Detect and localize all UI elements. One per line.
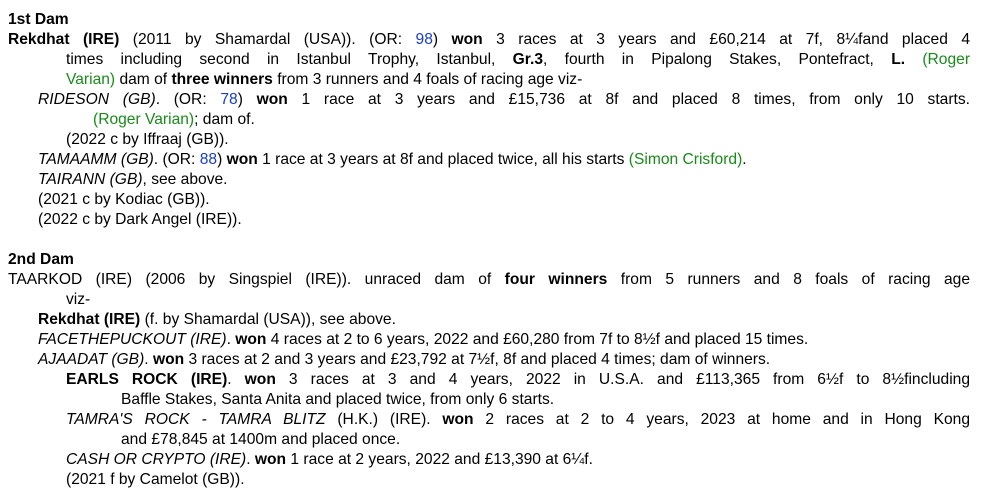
horse-name-rideson: RIDESON (GB)	[38, 91, 156, 108]
tamras-rock-line-2: and £78,845 at 1400m and placed once.	[121, 431, 401, 448]
horse-name-facethepuckout: FACETHEPUCKOUT (IRE)	[38, 331, 227, 348]
rekdhat-ref-line: Rekdhat (IRE) (f. by Shamardal (USA)), see above.	[38, 311, 396, 328]
ajaadat-line: AJAADAT (GB). won 3 races at 2 and 3 years and £23,792 at 7½f, 8f and placed 4 times; dam of winners.	[38, 351, 771, 368]
grade-label: Gr.3	[512, 51, 543, 68]
rekdhat-line-3: Varian) dam of three winners from 3 runners and 4 foals of racing age viz-	[66, 71, 583, 88]
earls-rock-line-2: Baffle Stakes, Santa Anita and placed twice, from only 6 starts.	[121, 391, 555, 408]
official-rating: 88	[199, 151, 218, 168]
foal-entry: (2021 c by Kodiac (GB)).	[38, 191, 210, 208]
horse-name-ajaadat: AJAADAT (GB)	[38, 351, 145, 368]
tamaamm-line: TAMAAMM (GB). (OR: 88) won 1 race at 3 years at 8f and placed twice, all his starts (Simon Crisford).	[38, 151, 747, 168]
trainer-name: Varian)	[66, 71, 116, 88]
foal-entry: (2022 c by Iffraaj (GB)).	[66, 131, 229, 148]
heading-2nd-dam: 2nd Dam	[8, 251, 74, 268]
cash-or-crypto-line: CASH OR CRYPTO (IRE). won 1 race at 2 years, 2022 and £13,390 at 6¼f.	[66, 451, 593, 468]
rideson-line-1: RIDESON (GB). (OR: 78) won 1 race at 3 years and £15,736 at 8f and placed 8 times, from only 10 starts.	[38, 91, 970, 108]
listed-label: L.	[891, 51, 906, 68]
heading-1st-dam: 1st Dam	[8, 11, 69, 28]
rekdhat-line-1: Rekdhat (IRE) (2011 by Shamardal (USA)). (OR: 98) won 3 races at 3 years and £60,214 at 7f, 8¼fand placed 4	[8, 31, 970, 48]
horse-name-tairann: TAIRANN (GB)	[38, 171, 143, 188]
taarkod-line-1: TAARKOD (IRE) (2006 by Singspiel (IRE)). unraced dam of four winners from 5 runners and 8 foals of racing age	[8, 271, 970, 288]
earls-rock-line-1: EARLS ROCK (IRE). won 3 races at 3 and 4 years, 2022 in U.S.A. and £113,365 from 6½f to 8½fincluding	[66, 371, 970, 388]
trainer-name: (Roger Varian)	[93, 111, 195, 128]
taarkod-line-2: viz-	[66, 291, 91, 308]
official-rating: 78	[220, 91, 238, 108]
foal-entry: (2022 c by Dark Angel (IRE)).	[38, 211, 242, 228]
tairann-line: TAIRANN (GB), see above.	[38, 171, 228, 188]
rekdhat-line-2: times including second in Istanbul Trophy, Istanbul, Gr.3, fourth in Pipalong Stakes, Pontefract, L. (Roger	[66, 51, 971, 68]
rideson-line-2: (Roger Varian); dam of.	[93, 111, 255, 128]
official-rating: 98	[415, 31, 433, 48]
facethepuckout-line: FACETHEPUCKOUT (IRE). won 4 races at 2 to 6 years, 2022 and £60,280 from 7f to 8½f and placed 15 times.	[38, 331, 809, 348]
horse-name-tamaamm: TAMAAMM (GB)	[38, 151, 154, 168]
horse-name-earls-rock: EARLS ROCK (IRE)	[66, 371, 228, 388]
trainer-name: (Roger	[922, 51, 971, 68]
foal-entry: (2021 f by Camelot (GB)).	[66, 471, 245, 488]
horse-name-rekdhat: Rekdhat (IRE)	[38, 311, 141, 328]
horse-name-rekdhat: Rekdhat (IRE)	[8, 31, 120, 48]
horse-name-tamras-rock: TAMRA'S ROCK - TAMRA BLITZ	[66, 411, 326, 428]
horse-name-cash-or-crypto: CASH OR CRYPTO (IRE)	[66, 451, 247, 468]
tamras-rock-line-1: TAMRA'S ROCK - TAMRA BLITZ (H.K.) (IRE). won 2 races at 2 to 4 years, 2023 at home and in Hong Kong	[66, 411, 970, 428]
trainer-name: (Simon Crisford)	[628, 151, 743, 168]
